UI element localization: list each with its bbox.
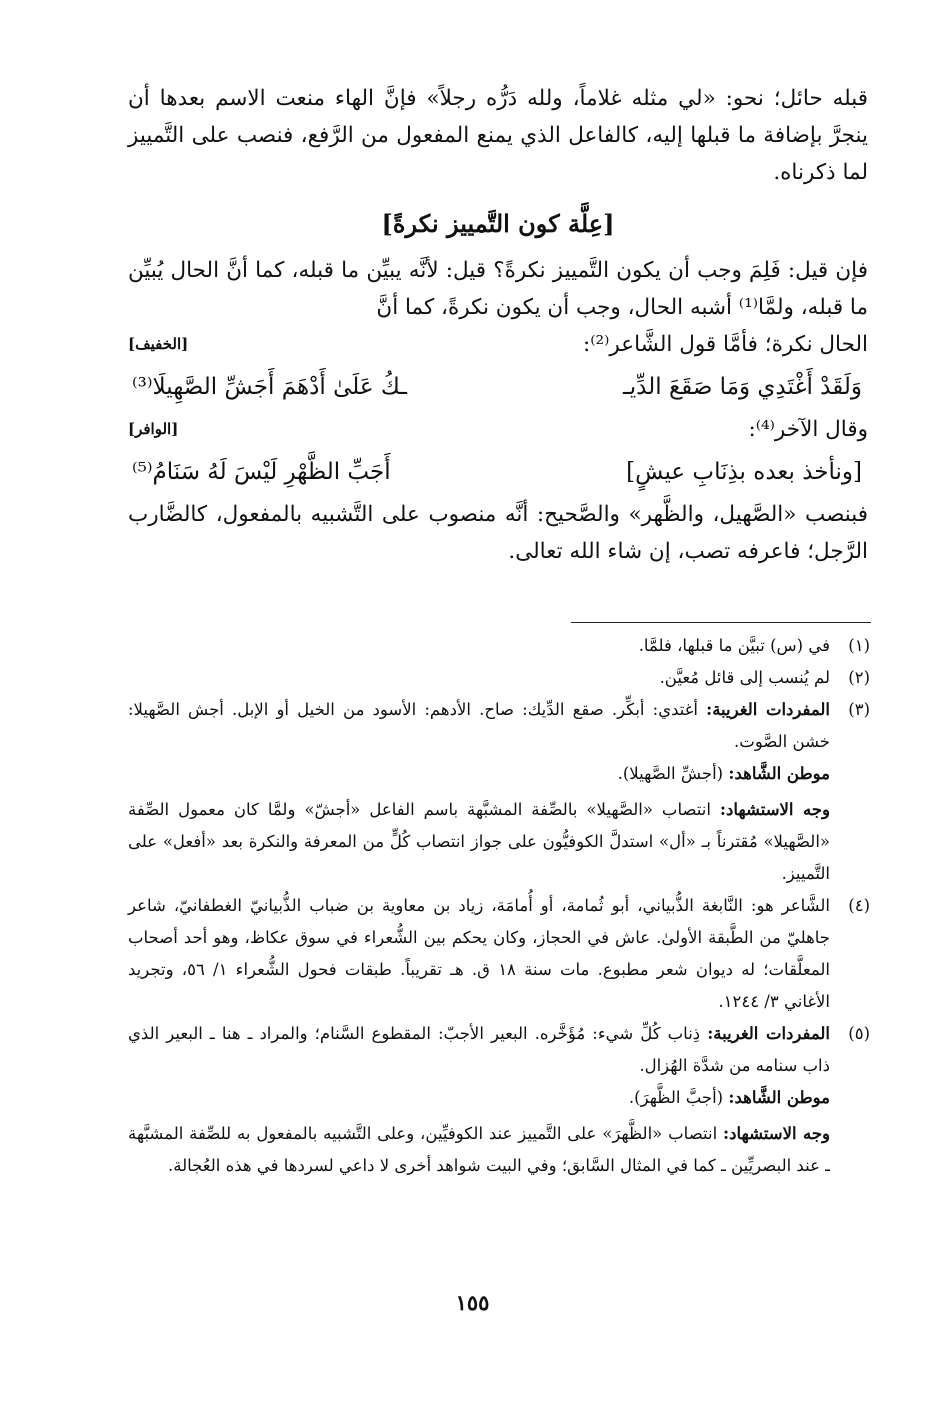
paragraph-4: فبنصب «الصَّهيل، والظَّهر» والصَّحيح: أنَّه منصوب على التَّشبيه بالمفعول، كالضَّارب الرَّجل؛ فاعرفه تصب، إن شاء الله تعالى. [128,502,868,564]
footnote-vocab [128,694,830,758]
footnote-1 [128,630,870,662]
poet-intro-line-1 [128,326,868,363]
footnote-2 [128,662,870,694]
footnotes [128,630,870,1182]
argument-text: انتصاب «الظَّهرَ» على التَّمييز عند الكوفيِّين، وعلى التَّشبيه بالمفعول به للصِّفة المشبَّهة ـ عند البصريِّين ـ كما في المثال السَّابق؛ وفي البيت شواهد أخرى لا داعي لسردها في هذه العُجالة. [128,1124,830,1175]
page-number: ١٥٥ [455,1290,490,1315]
vocab-label: المفردات الغريبة: [706,700,831,719]
vocab-text: ذِناب كُلِّ شيء: مُؤَخَّره. البعير الأجبّ: المقطوع السَّنام؛ والمراد ـ هنا ـ البعير الذي ذاب سنامه من شدَّة الهُزال. [128,1024,830,1075]
poet-intro-line-2 [128,411,868,448]
footnote-number: (١) [848,636,870,655]
footnote-number: (٢) [848,668,870,687]
witness-label: موطن الشَّاهد: [728,1088,830,1107]
paragraph-2: فإن قيل: فَلِمَ وجب أن يكون التَّمييز نكرةً؟ قيل: لأنَّه يبيِّن ما قبله، كما أنَّ الحال يُبيِّن ما قبله، ولمَّا⁽¹⁾ أشبه الحال، وجب أن يكون نكرةً، كما أنَّ [128,258,868,320]
verse-1 [128,365,868,409]
verse-2-second-hemistich: أَجَبِّ الظَّهْرِ لَيْسَ لَهُ سَنَامُ⁽⁵⁾ [132,459,391,485]
argument-label: وجه الاستشهاد: [719,800,830,819]
witness-label: موطن الشَّاهد: [728,764,830,783]
footnote-5 [128,1018,870,1182]
footnote-argument [128,1118,830,1182]
verse-1-second-hemistich: ـكُ عَلَىٰ أَدْهَمَ أَجَشِّ الصَّهِيلَا⁽³⁾ [132,374,408,400]
paragraph-1: قبله حائل؛ نحو: «لي مثله غلاماً، ولله دَرُّه رجلاً» فإنَّ الهاء منعت الاسم بعدها أن ينجرَّ بإضافة ما قبلها إليه، كالفاعل الذي يمنع المفعول من الرَّفع، فنصب على التَّمييز لما ذكرناه. [128,86,868,185]
vocab-label: المفردات الغريبة: [707,1024,831,1043]
argument-label: وجه الاستشهاد: [723,1124,830,1143]
meter-label-khafif: [الخفيف] [128,335,189,353]
main-text [128,80,868,570]
footnote-text: لم يُنسب إلى قائل مُعيَّن. [659,668,830,687]
verse-1-first-hemistich: وَلَقَدْ أَغْتَدِي وَمَا صَقَعَ الدِّيـ [623,374,862,400]
footnote-4 [128,890,870,1018]
footnote-separator [571,622,871,623]
paragraph-3: وقال الآخر⁽⁴⁾: [748,417,868,442]
verse-2-first-hemistich: [ونأخذ بعده بذِنَابِ عيشٍ] [626,459,862,485]
witness-text: (أجشِّ الصَّهيلا). [617,764,724,783]
footnote-number: (٣) [848,700,870,719]
footnote-text: في (س) تبيَّن ما قبلها، فلمَّا. [638,636,830,655]
footnote-witness [128,1082,830,1114]
footnote-witness [128,758,830,790]
footnote-number: (٥) [848,1024,870,1043]
footnote-3 [128,694,870,890]
argument-text: انتصاب «الصَّهيلا» بالصِّفة المشبَّهة باسم الفاعل «أجشّ» ولمَّا كان معمول الصِّفة «الصَّهيلا» مُقترناً بـ «أل» استدلَّ الكوفيُّون على جواز انتصاب كُلٍّ من المعرفة والنكرة بعد «أفعل» على التَّمييز. [128,800,830,883]
vocab-text: أغتدي: أبكِّر. صقع الدِّيك: صاح. الأدهم: الأسود من الخيل أو الإبل. أجش الصَّهيلا: خشن الصَّوت. [128,700,830,751]
paragraph-2-last: الحال نكرة؛ فأمَّا قول الشَّاعر⁽²⁾: [582,332,868,357]
verse-2 [128,450,868,494]
section-heading: [عِلَّة كون التَّمييز نكرةً] [381,209,615,238]
footnote-vocab [128,1018,830,1082]
meter-label-wafir: [الوافر] [128,420,179,438]
footnote-argument [128,794,830,890]
footnote-number: (٤) [848,896,870,915]
witness-text: (أجبَّ الظَّهرَ). [628,1088,724,1107]
footnote-text: الشَّاعر هو: النَّابغة الذُّبياني، أبو ثُمامة، أو أُمامَة، زياد بن معاوية بن ضباب الذُّبيانيّ الغطفانيّ، شاعر جاهليّ من الطَّبقة الأولىٰ. عاش في الحجاز، وكان يحكم بين الشُّعراء في سوق عكاظ، وهو أحد أصحاب المعلَّقات؛ له ديوان شعر مطبوع. مات سنة ١٨ ق. هـ تقريباً. طبقات فحول الشُّعراء ١/ ٥٦، وتجريد الأغاني ٣/ ١٢٤٤. [128,896,831,1011]
